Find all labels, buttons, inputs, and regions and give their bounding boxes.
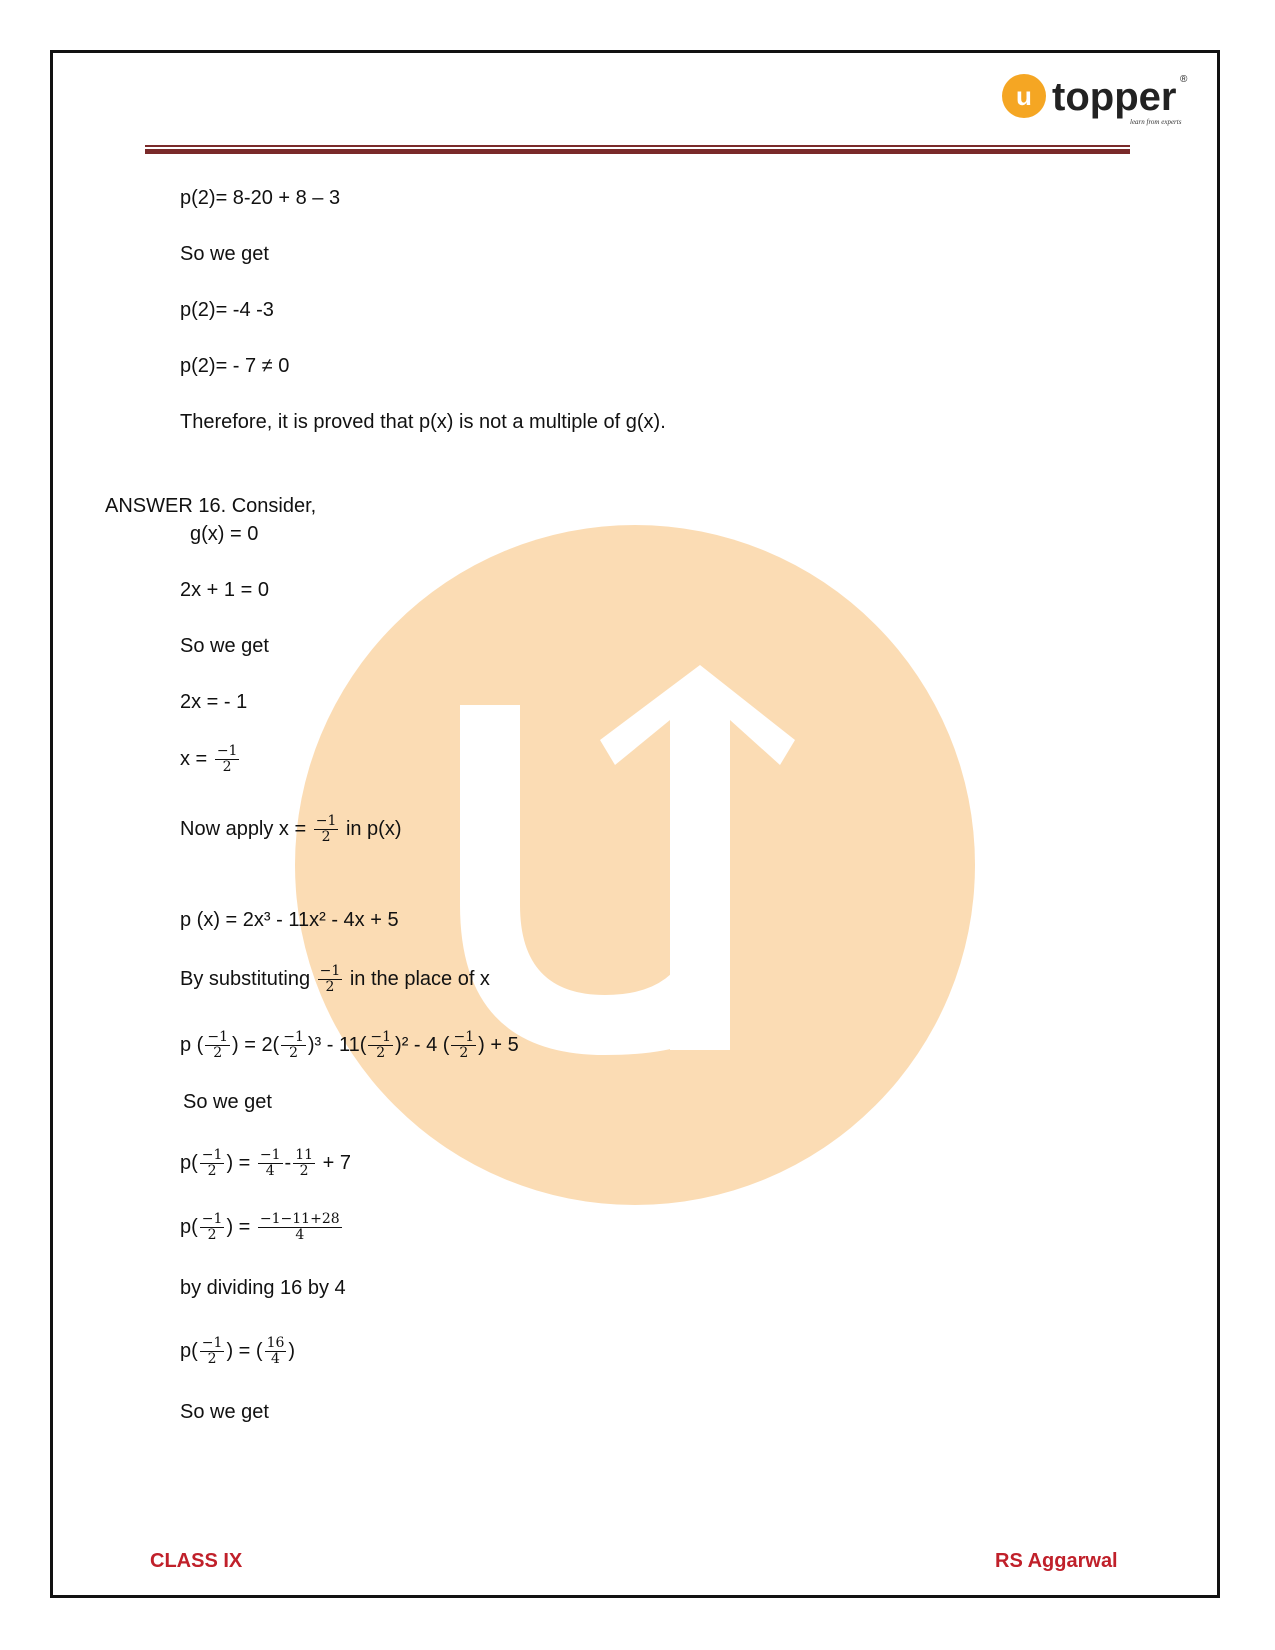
step3-mid: ) = (	[226, 1339, 263, 1362]
p2-line2: p(2)= -4 -3	[180, 299, 274, 321]
fraction-neg1-over-4: $\frac{-1}{4}$	[259, 1147, 281, 1179]
header-rule	[145, 145, 1130, 154]
fraction-neg1-over-2: $\frac{-1}{2}$	[319, 963, 341, 995]
substituting-line	[180, 964, 490, 995]
subst-eq: ) = 2(	[231, 1033, 280, 1056]
step1-minus: -	[284, 1151, 292, 1174]
step1-prefix: p(	[180, 1151, 198, 1174]
fraction-sum-over-4: $\frac{-1-11+28}{4}$	[259, 1211, 340, 1243]
substituting-prefix: By substituting	[180, 967, 311, 990]
fraction-neg1-over-2: $\frac{-1}{2}$	[207, 1029, 228, 1061]
p2-line1: p(2)= 8-20 + 8 – 3	[180, 187, 341, 209]
fraction-neg1-over-2: $\frac{-1}{2}$	[201, 1211, 223, 1243]
eq-2x-plus-1: 2x + 1 = 0	[180, 579, 269, 601]
logo-tagline: learn from experts	[1130, 118, 1182, 126]
step3-prefix: p(	[180, 1339, 198, 1362]
utopper-watermark	[295, 525, 975, 1205]
fraction-neg1-over-2: $\frac{-1}{2}$	[216, 743, 238, 775]
subst-p: p (	[180, 1033, 204, 1056]
fraction-neg1-over-2: $\frac{-1}{2}$	[283, 1029, 304, 1061]
substitution-equation	[180, 1030, 519, 1061]
eq-2x: 2x = - 1	[180, 691, 248, 713]
logo-mark: u	[1016, 81, 1032, 111]
step3-end: )	[288, 1339, 296, 1362]
dividing-text: by dividing 16 by 4	[180, 1277, 346, 1299]
fraction-neg1-over-2: $\frac{-1}{2}$	[201, 1335, 223, 1367]
p2-line3: p(2)= - 7 ≠ 0	[180, 355, 290, 377]
logo-registered: ®	[1180, 74, 1188, 85]
now-apply-line	[180, 814, 402, 845]
step3-line	[180, 1336, 295, 1367]
so-we-get-4: So we get	[180, 1401, 269, 1423]
conclusion-text: Therefore, it is proved that p(x) is not a multiple of g(x).	[180, 411, 666, 433]
step2-mid: ) =	[226, 1215, 251, 1238]
fraction-neg1-over-2: $\frac{-1}{2}$	[453, 1029, 475, 1061]
so-we-get-2: So we get	[180, 635, 269, 657]
now-apply-suffix: in p(x)	[345, 817, 402, 840]
now-apply-prefix: Now apply x =	[180, 817, 307, 840]
fraction-11-over-2: $\frac{11}{2}$	[295, 1147, 314, 1179]
fraction-16-over-4: $\frac{16}{4}$	[266, 1335, 285, 1367]
step1-mid: ) =	[226, 1151, 251, 1174]
step1-end: + 7	[322, 1151, 351, 1174]
step2-prefix: p(	[180, 1215, 198, 1238]
x-equals-line	[180, 744, 241, 775]
so-we-get-1: So we get	[180, 243, 269, 265]
fraction-neg1-over-2: $\frac{-1}{2}$	[370, 1029, 392, 1061]
footer-class-label: CLASS IX	[150, 1550, 243, 1572]
answer16-heading: ANSWER 16. Consider,	[105, 495, 317, 517]
step1-line	[180, 1148, 351, 1179]
fraction-neg1-over-2: $\frac{-1}{2}$	[315, 813, 337, 845]
subst-sq: )² - 4 (	[395, 1033, 450, 1056]
step2-line	[180, 1212, 344, 1243]
substituting-suffix: in the place of x	[349, 967, 490, 990]
fraction-neg1-over-2: $\frac{-1}{2}$	[201, 1147, 223, 1179]
gx-zero: g(x) = 0	[190, 523, 259, 545]
subst-cube: )³ - 11(	[307, 1033, 367, 1056]
watermark-circle	[295, 525, 975, 1205]
logo-text: topper	[1052, 75, 1177, 119]
so-we-get-3: So we get	[183, 1091, 272, 1113]
utopper-logo	[1000, 70, 1200, 130]
px-definition: p (x) = 2x³ - 11x² - 4x + 5	[180, 909, 399, 931]
x-eq-lhs: x =	[180, 747, 208, 770]
subst-end: ) + 5	[478, 1033, 519, 1056]
footer-book-label: RS Aggarwal	[995, 1550, 1118, 1572]
